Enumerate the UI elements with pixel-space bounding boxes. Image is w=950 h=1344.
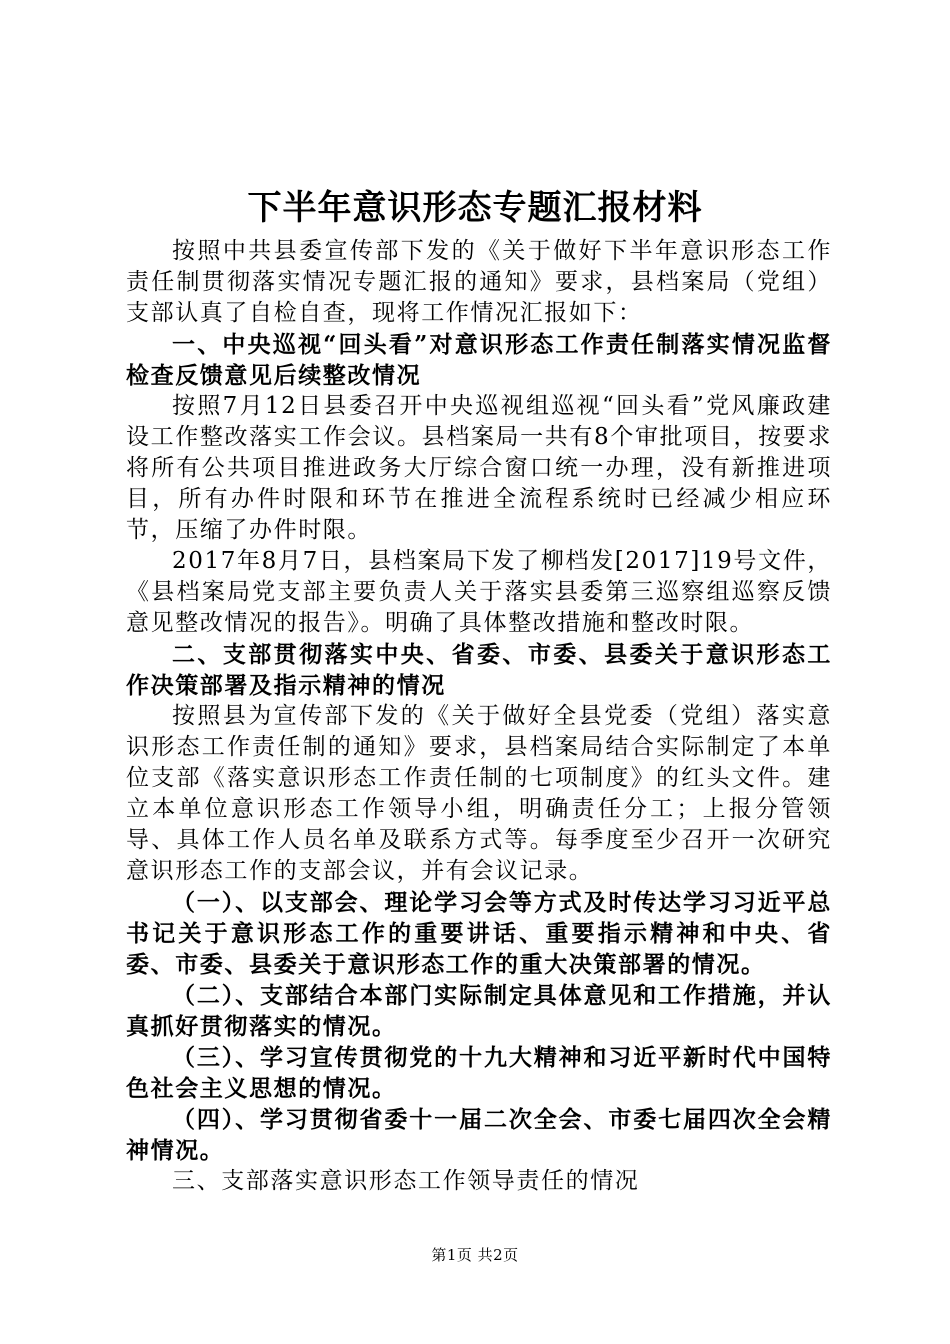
document-title: 下半年意识形态专题汇报材料 [247, 188, 703, 228]
subsection-heading-3: （三）、学习宣传贯彻党的十九大精神和习近平新时代中国特色社会主义思想的情况。 [126, 1044, 832, 1102]
section-heading-3: 三、支部落实意识形态工作领导责任的情况 [172, 1168, 640, 1194]
body-paragraph: 2017年8月7日，县档案局下发了柳档发[2017]19号文件，《县档案局党支部主要负责人关于落实县委第三巡察组巡察反馈意见整改情况的报告》。明确了具体整改措施和整改时限。 [126, 548, 832, 636]
document-body [126, 236, 832, 1197]
body-paragraph: 按照县为宣传部下发的《关于做好全县党委（党组）落实意识形态工作责任制的通知》要求，县档案局结合实际制定了本单位支部《落实意识形态工作责任制的七项制度》的红头文件。建立本单位意识形态工作领导小组，明确责任分工；上报分管领导、具体工作人员名单及联系方式等。每季度至少召开一次研究意识形态工作的支部会议，并有会议记录。 [126, 703, 832, 884]
subsection-heading-2: （二）、支部结合本部门实际制定具体意见和工作措施，并认真抓好贯彻落实的情况。 [126, 982, 832, 1040]
intro-paragraph: 按照中共县委宣传部下发的《关于做好下半年意识形态工作责任制贯彻落实情况专题汇报的通知》要求，县档案局（党组）支部认真了自检自查，现将工作情况汇报如下： [126, 238, 832, 326]
page-number-footer: 第1页 共2页 [431, 1246, 519, 1264]
subsection-heading-4: （四）、学习贯彻省委十一届二次全会、市委七届四次全会精神情况。 [126, 1106, 832, 1164]
subsection-heading-1: （一）、以支部会、理论学习会等方式及时传达学习习近平总书记关于意识形态工作的重要讲话、重要指示精神和中央、省委、市委、县委关于意识形态工作的重大决策部署的情况。 [126, 889, 832, 978]
section-heading-1: 一、中央巡视“回头看”对意识形态工作责任制落实情况监督检查反馈意见后续整改情况 [126, 331, 832, 389]
section-heading-2: 二、支部贯彻落实中央、省委、市委、县委关于意识形态工作决策部署及指示精神的情况 [126, 641, 832, 699]
body-paragraph: 按照7月12日县委召开中央巡视组巡视“回头看”党风廉政建设工作整改落实工作会议。县档案局一共有8个审批项目，按要求将所有公共项目推进政务大厅综合窗口统一办理，没有新推进项目，所有办件时限和环节在推进全流程系统时已经减少相应环节，压缩了办件时限。 [126, 393, 832, 543]
